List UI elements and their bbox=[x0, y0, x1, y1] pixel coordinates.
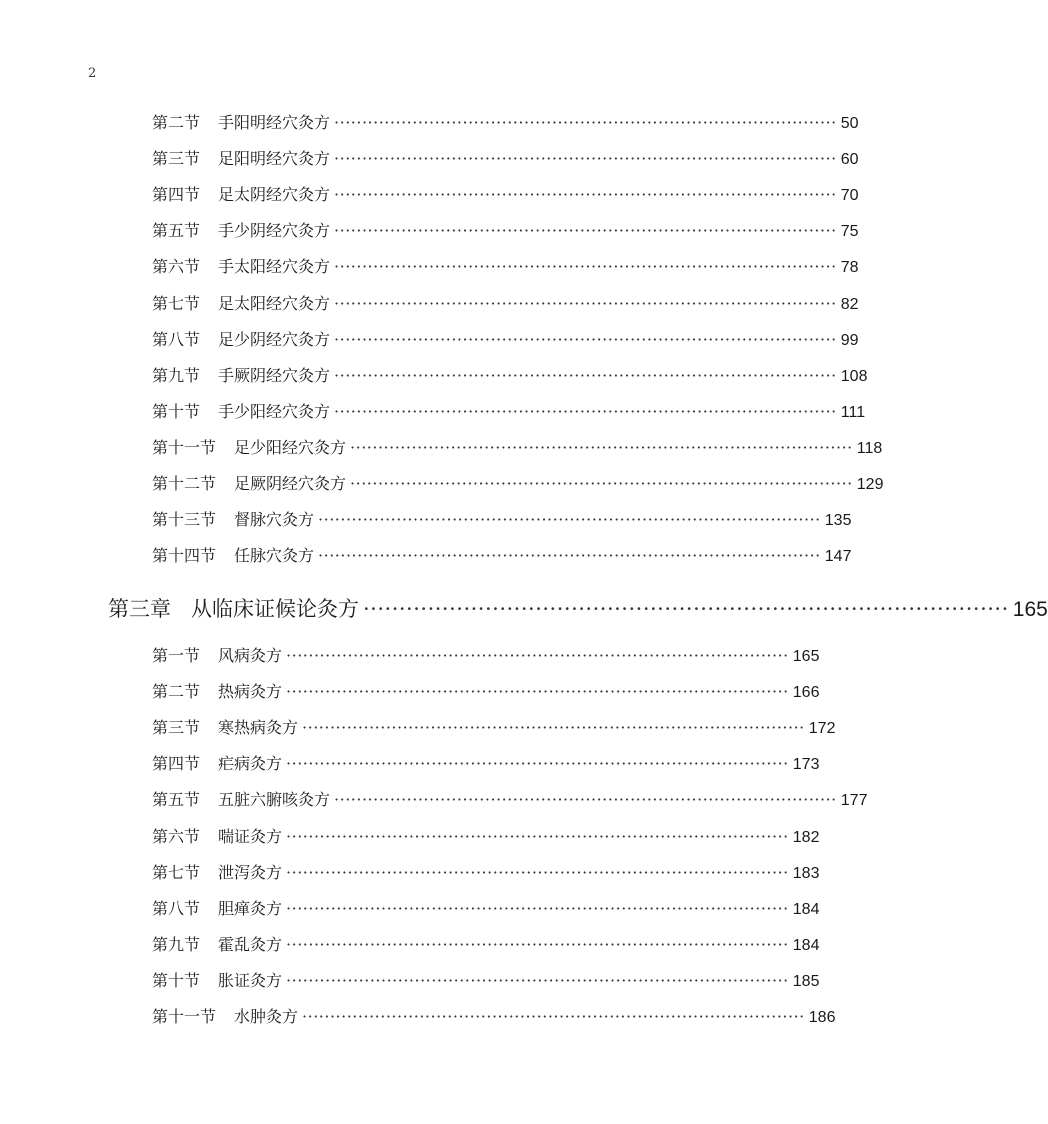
page-reference: 182 bbox=[792, 829, 820, 846]
section-number: 第九节 bbox=[152, 935, 201, 954]
dot-leader: ·························································································· bbox=[334, 257, 837, 276]
chapter-title: 从临床证候论灸方 bbox=[191, 597, 359, 621]
toc-section-entry bbox=[152, 471, 884, 494]
section-title: 足少阳经穴灸方 bbox=[234, 438, 347, 457]
section-title: 手太阳经穴灸方 bbox=[218, 257, 331, 276]
section-number: 第三节 bbox=[152, 149, 201, 168]
section-title: 足厥阴经穴灸方 bbox=[234, 474, 347, 493]
page-reference: 108 bbox=[840, 368, 868, 385]
dot-leader: ·························································································· bbox=[363, 597, 1009, 621]
page-reference: 166 bbox=[792, 684, 820, 701]
section-number: 第十节 bbox=[152, 971, 201, 990]
section-title: 喘证灸方 bbox=[218, 827, 283, 846]
page-reference: 165 bbox=[792, 648, 820, 665]
section-number: 第五节 bbox=[152, 221, 201, 240]
dot-leader: ·························································································· bbox=[286, 863, 789, 882]
page-reference: 75 bbox=[840, 223, 859, 240]
section-title: 疟病灸方 bbox=[218, 754, 283, 773]
section-number: 第十三节 bbox=[152, 510, 217, 529]
page-reference: 99 bbox=[840, 332, 859, 349]
section-title: 胆瘅灸方 bbox=[218, 899, 283, 918]
section-title: 霍乱灸方 bbox=[218, 935, 283, 954]
toc-section-entry bbox=[152, 787, 868, 810]
section-title: 督脉穴灸方 bbox=[234, 510, 315, 529]
dot-leader: ·························································································· bbox=[286, 899, 789, 918]
toc-section-entry bbox=[152, 715, 836, 738]
toc-section-entry bbox=[152, 824, 820, 847]
toc-section-entry bbox=[152, 254, 859, 277]
page-reference: 111 bbox=[840, 404, 866, 421]
section-number: 第十四节 bbox=[152, 546, 217, 565]
section-number: 第五节 bbox=[152, 790, 201, 809]
toc-section-entry bbox=[152, 1004, 836, 1027]
section-number: 第四节 bbox=[152, 754, 201, 773]
page-reference: 78 bbox=[840, 259, 859, 276]
section-number: 第六节 bbox=[152, 827, 201, 846]
section-number: 第八节 bbox=[152, 899, 201, 918]
page-reference: 184 bbox=[792, 901, 820, 918]
toc-section-entry bbox=[152, 543, 852, 566]
toc-section-entry bbox=[152, 860, 820, 883]
section-title: 足阳明经穴灸方 bbox=[218, 149, 331, 168]
dot-leader: ·························································································· bbox=[286, 827, 789, 846]
section-title: 手少阴经穴灸方 bbox=[218, 221, 331, 240]
dot-leader: ·························································································· bbox=[334, 294, 837, 313]
toc-section-entry bbox=[152, 751, 820, 774]
toc-section-entry bbox=[152, 327, 859, 350]
page-reference: 173 bbox=[792, 756, 820, 773]
toc-section-entry bbox=[152, 182, 859, 205]
toc-section-entry bbox=[152, 218, 859, 241]
page-number: 2 bbox=[88, 66, 97, 81]
toc-section-entry bbox=[152, 110, 859, 133]
dot-leader: ·························································································· bbox=[334, 330, 837, 349]
section-number: 第三节 bbox=[152, 718, 201, 737]
dot-leader: ·························································································· bbox=[334, 402, 837, 421]
section-number: 第四节 bbox=[152, 185, 201, 204]
toc-section-entry bbox=[152, 291, 859, 314]
chapter-number: 第三章 bbox=[108, 597, 171, 621]
page-reference: 50 bbox=[840, 115, 859, 132]
dot-leader: ·························································································· bbox=[286, 682, 789, 701]
section-title: 热病灸方 bbox=[218, 682, 283, 701]
toc-chapter-entry bbox=[108, 593, 1048, 623]
section-number: 第八节 bbox=[152, 330, 201, 349]
section-title: 足太阴经穴灸方 bbox=[218, 185, 331, 204]
section-number: 第十节 bbox=[152, 402, 201, 421]
section-number: 第十二节 bbox=[152, 474, 217, 493]
toc-section-entry bbox=[152, 968, 820, 991]
page-reference: 147 bbox=[824, 548, 852, 565]
section-title: 泄泻灸方 bbox=[218, 863, 283, 882]
section-number: 第一节 bbox=[152, 646, 201, 665]
section-number: 第二节 bbox=[152, 113, 201, 132]
section-number: 第十一节 bbox=[152, 1007, 217, 1026]
page-reference: 177 bbox=[840, 792, 868, 809]
dot-leader: ·························································································· bbox=[318, 510, 821, 529]
section-title: 胀证灸方 bbox=[218, 971, 283, 990]
dot-leader: ·························································································· bbox=[286, 935, 789, 954]
section-title: 任脉穴灸方 bbox=[234, 546, 315, 565]
dot-leader: ·························································································· bbox=[334, 221, 837, 240]
dot-leader: ·························································································· bbox=[286, 971, 789, 990]
dot-leader: ·························································································· bbox=[318, 546, 821, 565]
dot-leader: ·························································································· bbox=[286, 646, 789, 665]
section-title: 手厥阴经穴灸方 bbox=[218, 366, 331, 385]
page-reference: 70 bbox=[840, 187, 859, 204]
page-reference: 135 bbox=[824, 512, 852, 529]
page-reference: 172 bbox=[808, 720, 836, 737]
toc-section-entry bbox=[152, 679, 820, 702]
section-number: 第九节 bbox=[152, 366, 201, 385]
toc-section-entry bbox=[152, 896, 820, 919]
page-reference: 186 bbox=[808, 1009, 836, 1026]
page-reference: 184 bbox=[792, 937, 820, 954]
section-number: 第七节 bbox=[152, 294, 201, 313]
page-reference: 185 bbox=[792, 973, 820, 990]
page-reference: 165 bbox=[1012, 598, 1048, 621]
section-title: 寒热病灸方 bbox=[218, 718, 299, 737]
section-title: 风病灸方 bbox=[218, 646, 283, 665]
toc-section-entry bbox=[152, 146, 859, 169]
toc-section-entry bbox=[152, 643, 820, 666]
page-reference: 82 bbox=[840, 296, 859, 313]
dot-leader: ·························································································· bbox=[334, 366, 837, 385]
dot-leader: ·························································································· bbox=[302, 718, 805, 737]
toc-section-entry bbox=[152, 932, 820, 955]
section-title: 五脏六腑咳灸方 bbox=[218, 790, 331, 809]
page-reference: 60 bbox=[840, 151, 859, 168]
section-title: 足太阳经穴灸方 bbox=[218, 294, 331, 313]
toc-section-entry bbox=[152, 399, 866, 422]
section-title: 手少阳经穴灸方 bbox=[218, 402, 331, 421]
page-reference: 129 bbox=[856, 476, 884, 493]
dot-leader: ·························································································· bbox=[334, 149, 837, 168]
dot-leader: ·························································································· bbox=[350, 438, 853, 457]
page-reference: 118 bbox=[856, 440, 883, 457]
toc-section-entry bbox=[152, 507, 852, 530]
section-title: 水肿灸方 bbox=[234, 1007, 299, 1026]
section-number: 第七节 bbox=[152, 863, 201, 882]
section-number: 第六节 bbox=[152, 257, 201, 276]
dot-leader: ·························································································· bbox=[286, 754, 789, 773]
page-reference: 183 bbox=[792, 865, 820, 882]
section-number: 第二节 bbox=[152, 682, 201, 701]
section-title: 足少阴经穴灸方 bbox=[218, 330, 331, 349]
toc-section-entry bbox=[152, 363, 868, 386]
section-title: 手阳明经穴灸方 bbox=[218, 113, 331, 132]
dot-leader: ·························································································· bbox=[350, 474, 853, 493]
section-number: 第十一节 bbox=[152, 438, 217, 457]
dot-leader: ·························································································· bbox=[302, 1007, 805, 1026]
toc-section-entry bbox=[152, 435, 883, 458]
dot-leader: ·························································································· bbox=[334, 113, 837, 132]
dot-leader: ·························································································· bbox=[334, 790, 837, 809]
dot-leader: ·························································································· bbox=[334, 185, 837, 204]
